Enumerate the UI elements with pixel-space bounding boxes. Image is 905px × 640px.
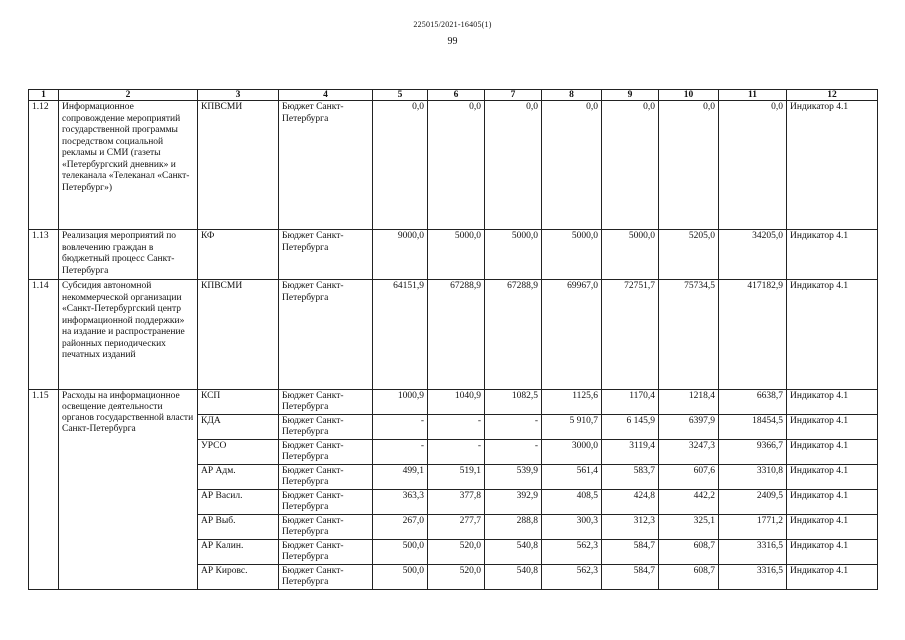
- value-cell: 325,1: [659, 515, 719, 540]
- activity-name: Субсидия автономной некоммерческой организации «Санкт-Петербургский центр информационной поддержки» на издание и распространение районных периодических печатных изданий: [59, 280, 198, 390]
- value-cell: 3000,0: [542, 440, 602, 465]
- value-cell: 5000,0: [485, 230, 542, 280]
- value-cell: 267,0: [373, 515, 428, 540]
- value-cell: 0,0: [602, 101, 659, 230]
- value-cell: -: [428, 440, 485, 465]
- value-cell: 72751,7: [602, 280, 659, 390]
- value-cell: 520,0: [428, 540, 485, 565]
- executor: АР Выб.: [198, 515, 279, 540]
- value-cell: -: [428, 415, 485, 440]
- column-header: 5: [373, 90, 428, 101]
- value-cell: 5000,0: [542, 230, 602, 280]
- value-cell: 64151,9: [373, 280, 428, 390]
- value-cell: 584,7: [602, 540, 659, 565]
- column-header: 4: [279, 90, 373, 101]
- indicator: Индикатор 4.1: [787, 415, 878, 440]
- row-number: 1.14: [29, 280, 59, 390]
- value-cell: 5205,0: [659, 230, 719, 280]
- funding-source: Бюджет Санкт-Петербурга: [279, 101, 373, 230]
- value-cell: 0,0: [485, 101, 542, 230]
- executor: УРСО: [198, 440, 279, 465]
- value-cell: 3316,5: [719, 540, 787, 565]
- funding-source: Бюджет Санкт-Петербурга: [279, 490, 373, 515]
- value-cell: 0,0: [373, 101, 428, 230]
- value-cell: 583,7: [602, 465, 659, 490]
- value-cell: 500,0: [373, 540, 428, 565]
- funding-source: Бюджет Санкт-Петербурга: [279, 440, 373, 465]
- value-cell: 6 145,9: [602, 415, 659, 440]
- value-cell: 6638,7: [719, 390, 787, 415]
- table-row: [29, 101, 878, 230]
- value-cell: 0,0: [542, 101, 602, 230]
- executor: КСП: [198, 390, 279, 415]
- value-cell: 3316,5: [719, 565, 787, 590]
- value-cell: 363,3: [373, 490, 428, 515]
- column-header: 10: [659, 90, 719, 101]
- funding-source: Бюджет Санкт-Петербурга: [279, 280, 373, 390]
- value-cell: 312,3: [602, 515, 659, 540]
- value-cell: 67288,9: [428, 280, 485, 390]
- value-cell: 1218,4: [659, 390, 719, 415]
- activity-name: Информационное сопровождение мероприятий государственной программы посредством социальной рекламы и СМИ (газеты «Петербургский дневник» и телеканала «Телеканал «Санкт-Петербург»): [59, 101, 198, 230]
- column-header: 9: [602, 90, 659, 101]
- column-header: 7: [485, 90, 542, 101]
- table-header-row: [29, 90, 878, 101]
- value-cell: 608,7: [659, 565, 719, 590]
- value-cell: 607,6: [659, 465, 719, 490]
- value-cell: 584,7: [602, 565, 659, 590]
- value-cell: 519,1: [428, 465, 485, 490]
- row-number: 1.12: [29, 101, 59, 230]
- value-cell: 1082,5: [485, 390, 542, 415]
- row-number: 1.15: [29, 390, 59, 590]
- funding-source: Бюджет Санкт-Петербурга: [279, 230, 373, 280]
- executor: АР Адм.: [198, 465, 279, 490]
- value-cell: 6397,9: [659, 415, 719, 440]
- value-cell: 562,3: [542, 540, 602, 565]
- column-header: 11: [719, 90, 787, 101]
- value-cell: 3310,8: [719, 465, 787, 490]
- indicator: Индикатор 4.1: [787, 515, 878, 540]
- value-cell: 3119,4: [602, 440, 659, 465]
- indicator: Индикатор 4.1: [787, 540, 878, 565]
- value-cell: 540,8: [485, 540, 542, 565]
- value-cell: 608,7: [659, 540, 719, 565]
- value-cell: 69967,0: [542, 280, 602, 390]
- row-number: 1.13: [29, 230, 59, 280]
- funding-source: Бюджет Санкт-Петербурга: [279, 465, 373, 490]
- funding-source: Бюджет Санкт-Петербурга: [279, 390, 373, 415]
- value-cell: 442,2: [659, 490, 719, 515]
- indicator: Индикатор 4.1: [787, 440, 878, 465]
- indicator: Индикатор 4.1: [787, 101, 878, 230]
- indicator: Индикатор 4.1: [787, 230, 878, 280]
- value-cell: 5000,0: [428, 230, 485, 280]
- funding-source: Бюджет Санкт-Петербурга: [279, 415, 373, 440]
- funding-source: Бюджет Санкт-Петербурга: [279, 540, 373, 565]
- column-header: 8: [542, 90, 602, 101]
- value-cell: 288,8: [485, 515, 542, 540]
- executor: КФ: [198, 230, 279, 280]
- indicator: Индикатор 4.1: [787, 490, 878, 515]
- column-header: 12: [787, 90, 878, 101]
- funding-source: Бюджет Санкт-Петербурга: [279, 515, 373, 540]
- column-header: 3: [198, 90, 279, 101]
- value-cell: 500,0: [373, 565, 428, 590]
- value-cell: 0,0: [659, 101, 719, 230]
- executor: КПВСМИ: [198, 280, 279, 390]
- activity-name: Реализация мероприятий по вовлечению граждан в бюджетный процесс Санкт-Петербурга: [59, 230, 198, 280]
- value-cell: 1170,4: [602, 390, 659, 415]
- value-cell: 3247,3: [659, 440, 719, 465]
- value-cell: -: [485, 415, 542, 440]
- column-header: 1: [29, 90, 59, 101]
- value-cell: 0,0: [719, 101, 787, 230]
- value-cell: 417182,9: [719, 280, 787, 390]
- value-cell: 539,9: [485, 465, 542, 490]
- value-cell: 9366,7: [719, 440, 787, 465]
- value-cell: 562,3: [542, 565, 602, 590]
- indicator: Индикатор 4.1: [787, 565, 878, 590]
- activity-name: Расходы на информационное освещение деятельности органов государственной власти Санкт-Петербурга: [59, 390, 198, 590]
- value-cell: 377,8: [428, 490, 485, 515]
- indicator: Индикатор 4.1: [787, 390, 878, 415]
- value-cell: 0,0: [428, 101, 485, 230]
- column-header: 2: [59, 90, 198, 101]
- value-cell: 408,5: [542, 490, 602, 515]
- value-cell: 2409,5: [719, 490, 787, 515]
- table-row: [29, 390, 878, 415]
- value-cell: 300,3: [542, 515, 602, 540]
- value-cell: 277,7: [428, 515, 485, 540]
- value-cell: 1771,2: [719, 515, 787, 540]
- value-cell: 1125,6: [542, 390, 602, 415]
- value-cell: 1000,9: [373, 390, 428, 415]
- funding-source: Бюджет Санкт-Петербурга: [279, 565, 373, 590]
- value-cell: 67288,9: [485, 280, 542, 390]
- executor: АР Васил.: [198, 490, 279, 515]
- value-cell: 9000,0: [373, 230, 428, 280]
- document-number: 225015/2021-16405(1): [413, 20, 492, 29]
- value-cell: 499,1: [373, 465, 428, 490]
- value-cell: -: [485, 440, 542, 465]
- value-cell: 5 910,7: [542, 415, 602, 440]
- value-cell: 1040,9: [428, 390, 485, 415]
- budget-table: [28, 89, 878, 590]
- value-cell: 540,8: [485, 565, 542, 590]
- executor: КДА: [198, 415, 279, 440]
- executor: КПВСМИ: [198, 101, 279, 230]
- value-cell: 5000,0: [602, 230, 659, 280]
- indicator: Индикатор 4.1: [787, 465, 878, 490]
- value-cell: 75734,5: [659, 280, 719, 390]
- column-header: 6: [428, 90, 485, 101]
- executor: АР Кировс.: [198, 565, 279, 590]
- table-row: [29, 280, 878, 390]
- value-cell: -: [373, 440, 428, 465]
- page-number: 99: [447, 36, 458, 47]
- value-cell: 561,4: [542, 465, 602, 490]
- value-cell: 520,0: [428, 565, 485, 590]
- value-cell: 392,9: [485, 490, 542, 515]
- indicator: Индикатор 4.1: [787, 280, 878, 390]
- value-cell: 18454,5: [719, 415, 787, 440]
- executor: АР Калин.: [198, 540, 279, 565]
- value-cell: -: [373, 415, 428, 440]
- value-cell: 424,8: [602, 490, 659, 515]
- table-row: [29, 230, 878, 280]
- value-cell: 34205,0: [719, 230, 787, 280]
